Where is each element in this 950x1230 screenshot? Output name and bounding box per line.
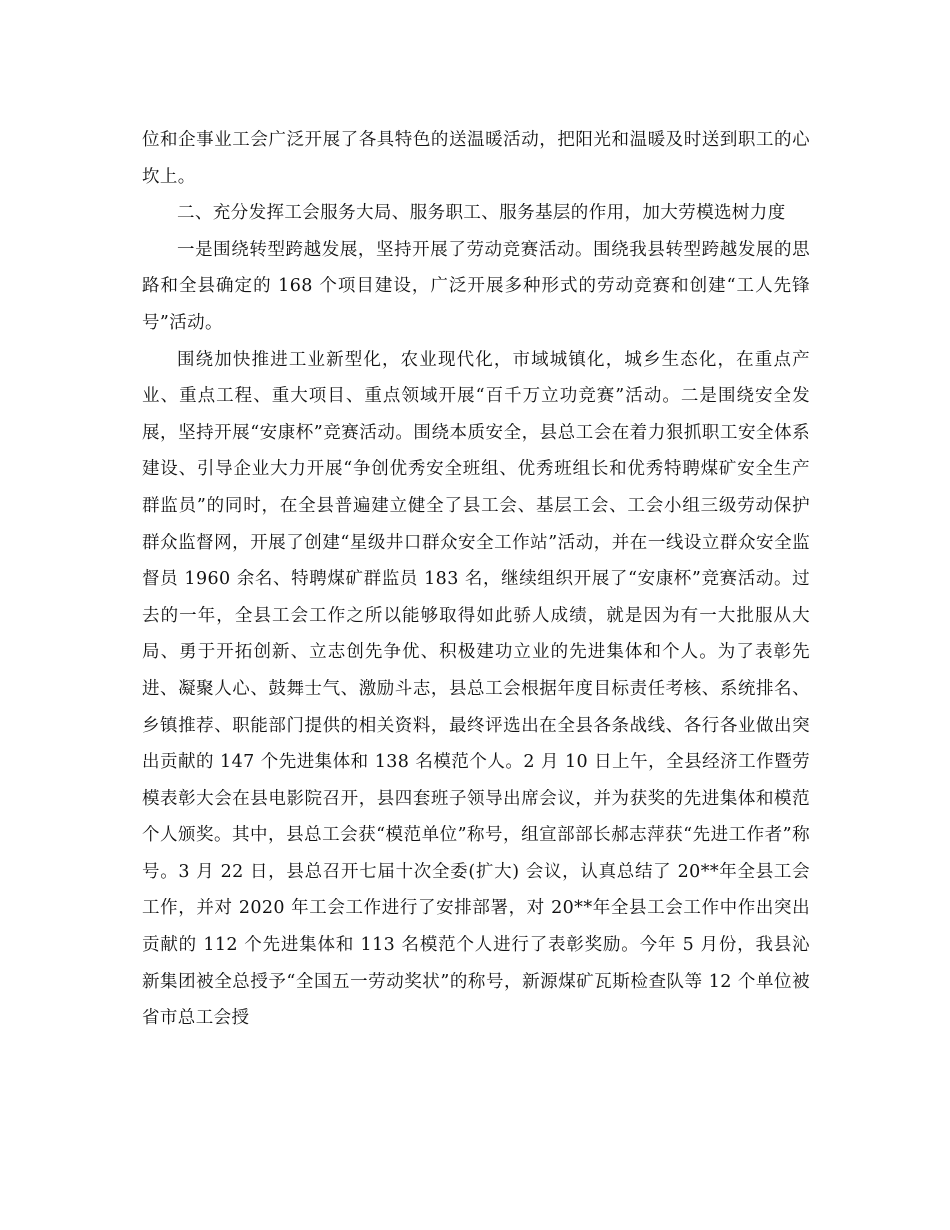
paragraph-safety-and-awards: 围绕加快推进工业新型化，农业现代化，市域城镇化，城乡生态化，在重点产业、重点工程、重大项目、重点领域开展“百千万立功竞赛”活动。二是围绕安全发展，坚持开展“安康杯”竞赛活动。围绕本质安全，县总工会在着力狠抓职工安全体系建设、引导企业大力开展“争创优秀安全班组、优秀班组长和优秀特聘煤矿安全生产群监员”的同时，在全县普遍建立健全了县工会、基层工会、工会小组三级劳动保护群众监督网，开展了创建“星级井口群众安全工作站”活动，并在一线设立群众安全监督员 1960 余名、特聘煤矿群监员 183 名，继续组织开展了“安康杯”竞赛活动。过去的一年，全县工会工作之所以能够取得如此骄人成绩，就是因为有一大批服从大局、勇于开拓创新、立志创先争优、积极建功立业的先进集体和个人。为了表彰先进、凝聚人心、鼓舞士气、激励斗志，县总工会根据年度目标责任考核、系统排名、乡镇推荐、职能部门提供的相关资料，最终评选出在全县各条战线、各行各业做出突出贡献的 147 个先进集体和 138 名模范个人。2 月 10 日上午，全县经济工作暨劳模表彰大会在县电影院召开，县四套班子领导出席会议，并为获奖的先进集体和模范个人颁奖。其中，县总工会获“模范单位”称号，组宣部部长郝志萍获“先进工作者”称号。3 月 22 日，县总召开七届十次全委(扩大) 会议，认真总结了 20**年全县工会工作，并对 2020 年工会工作进行了安排部署，对 20**年全县工会工作中作出突出贡献的 112 个先进集体和 113 名模范个人进行了表彰奖励。今年 5 月份，我县沁新集团被全总授予“全国五一劳动奖状”的称号，新源煤矿瓦斯检查队等 12 个单位被省市总工会授 [142, 349, 810, 1029]
paragraph-labor-competition: 一是围绕转型跨越发展，坚持开展了劳动竞赛活动。围绕我县转型跨越发展的思路和全县确定的 168 个项目建设，广泛开展多种形式的劳动竞赛和创建“工人先锋号”活动。 [142, 239, 810, 333]
document-body [142, 122, 810, 1037]
section-heading: 二、充分发挥工会服务大局、服务职工、服务基层的作用，加大劳模选树力度 [177, 203, 786, 224]
paragraph-continuation: 位和企事业工会广泛开展了各具特色的送温暖活动，把阳光和温暖及时送到职工的心坎上。 [142, 130, 810, 187]
